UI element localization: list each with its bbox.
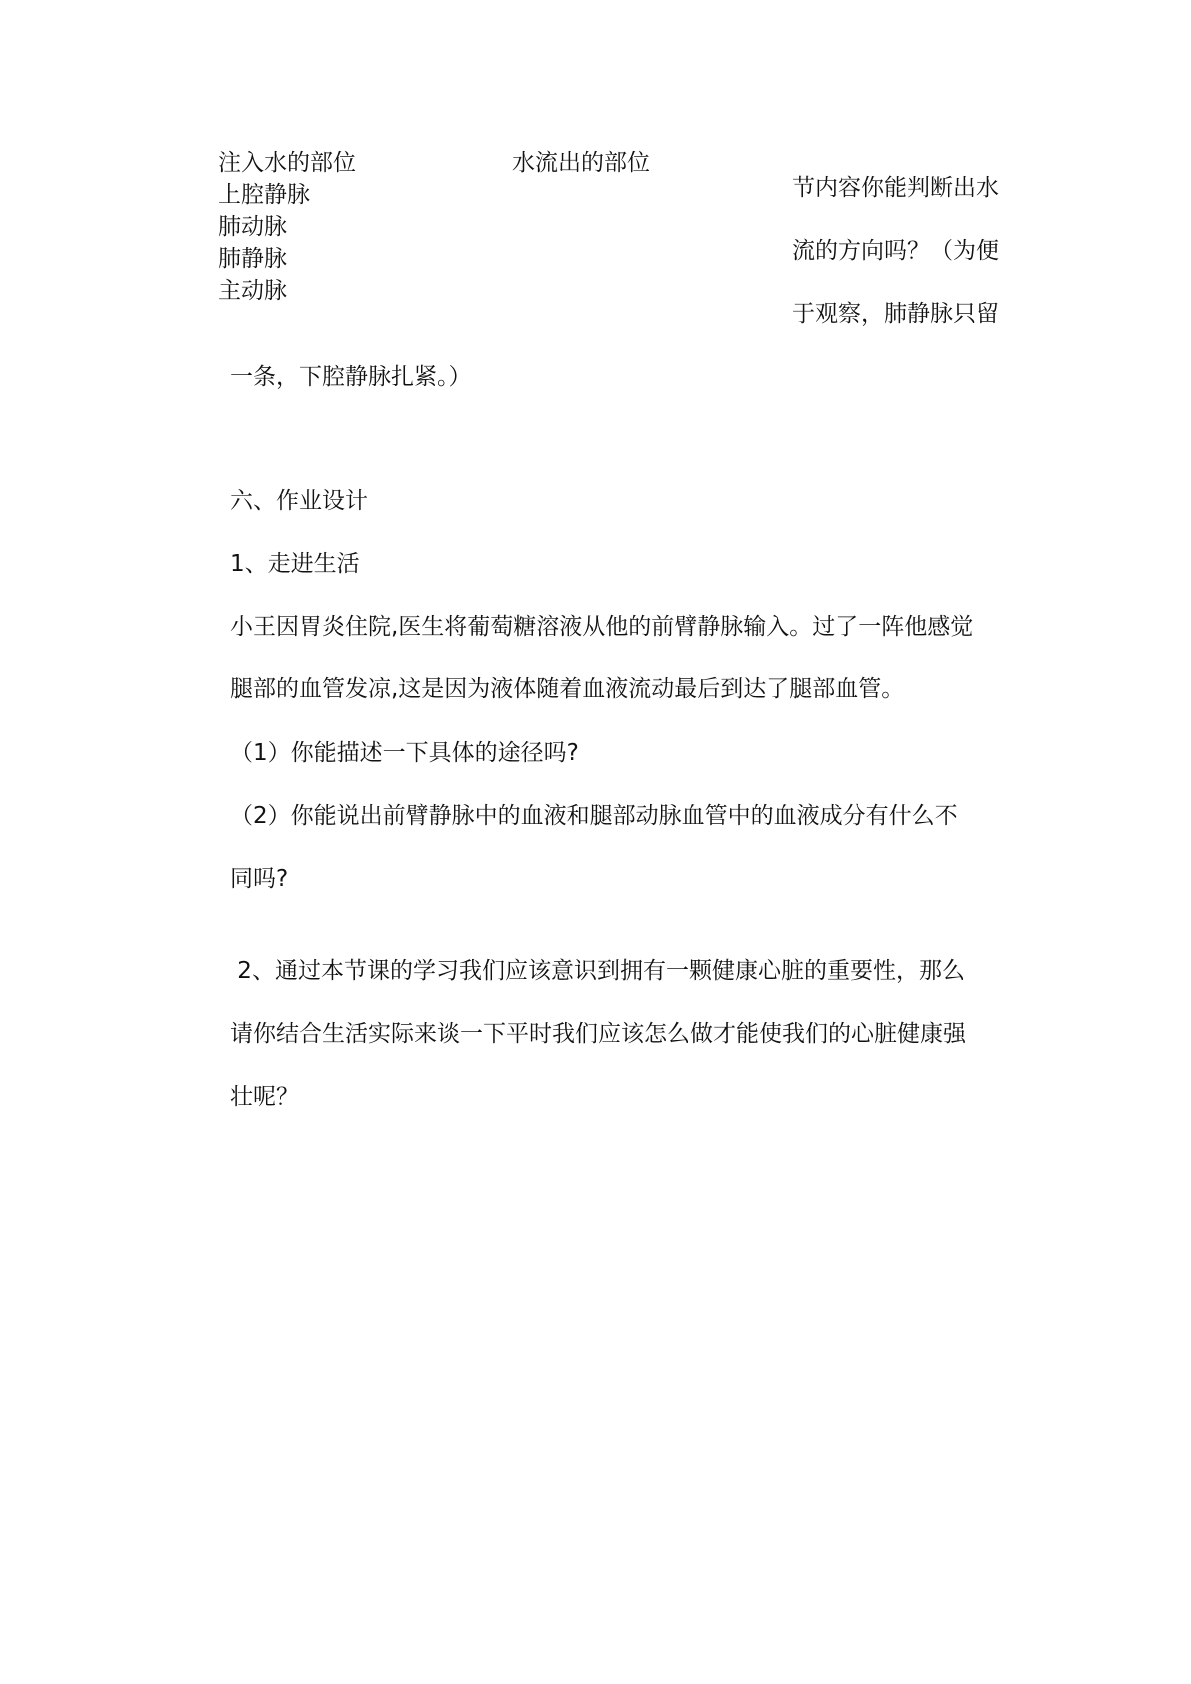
question-2-line-2: 同吗? xyxy=(230,866,289,892)
table-row-3: 肺静脉 xyxy=(218,246,287,272)
item-2-line-1: 2、通过本节课的学习我们应该意识到拥有一颗健康心脏的重要性，那么 xyxy=(230,958,965,984)
item-2-line-3: 壮呢？ xyxy=(230,1084,299,1110)
table-row-2: 肺动脉 xyxy=(218,214,287,240)
item-1-title: 1、走进生活 xyxy=(230,551,360,577)
question-1: （1）你能描述一下具体的途径吗? xyxy=(230,740,579,766)
table-row-1: 上腔静脉 xyxy=(218,182,310,208)
section-heading: 六、作业设计 xyxy=(230,488,368,514)
question-line-2: 流的方向吗？（为便 xyxy=(792,238,999,264)
table-header-inlet: 注入水的部位 xyxy=(218,150,356,176)
table-header-outlet: 水流出的部位 xyxy=(512,150,650,176)
question-line-4: 一条，下腔静脉扎紧。） xyxy=(230,364,472,390)
table-row-4: 主动脉 xyxy=(218,278,287,304)
question-line-3: 于观察，肺静脉只留 xyxy=(792,301,999,327)
question-2-line-1: （2）你能说出前臂静脉中的血液和腿部动脉血管中的血液成分有什么不 xyxy=(230,803,958,829)
item-2-line-2: 请你结合生活实际来谈一下平时我们应该怎么做才能使我们的心脏健康强 xyxy=(230,1021,966,1047)
item-1-paragraph-line-2: 腿部的血管发凉,这是因为液体随着血液流动最后到达了腿部血管。 xyxy=(230,676,905,702)
question-line-1: 节内容你能判断出水 xyxy=(792,175,999,201)
item-1-paragraph-line-1: 小王因胃炎住院,医生将葡萄糖溶液从他的前臂静脉输入。过了一阵他感觉 xyxy=(230,614,974,640)
